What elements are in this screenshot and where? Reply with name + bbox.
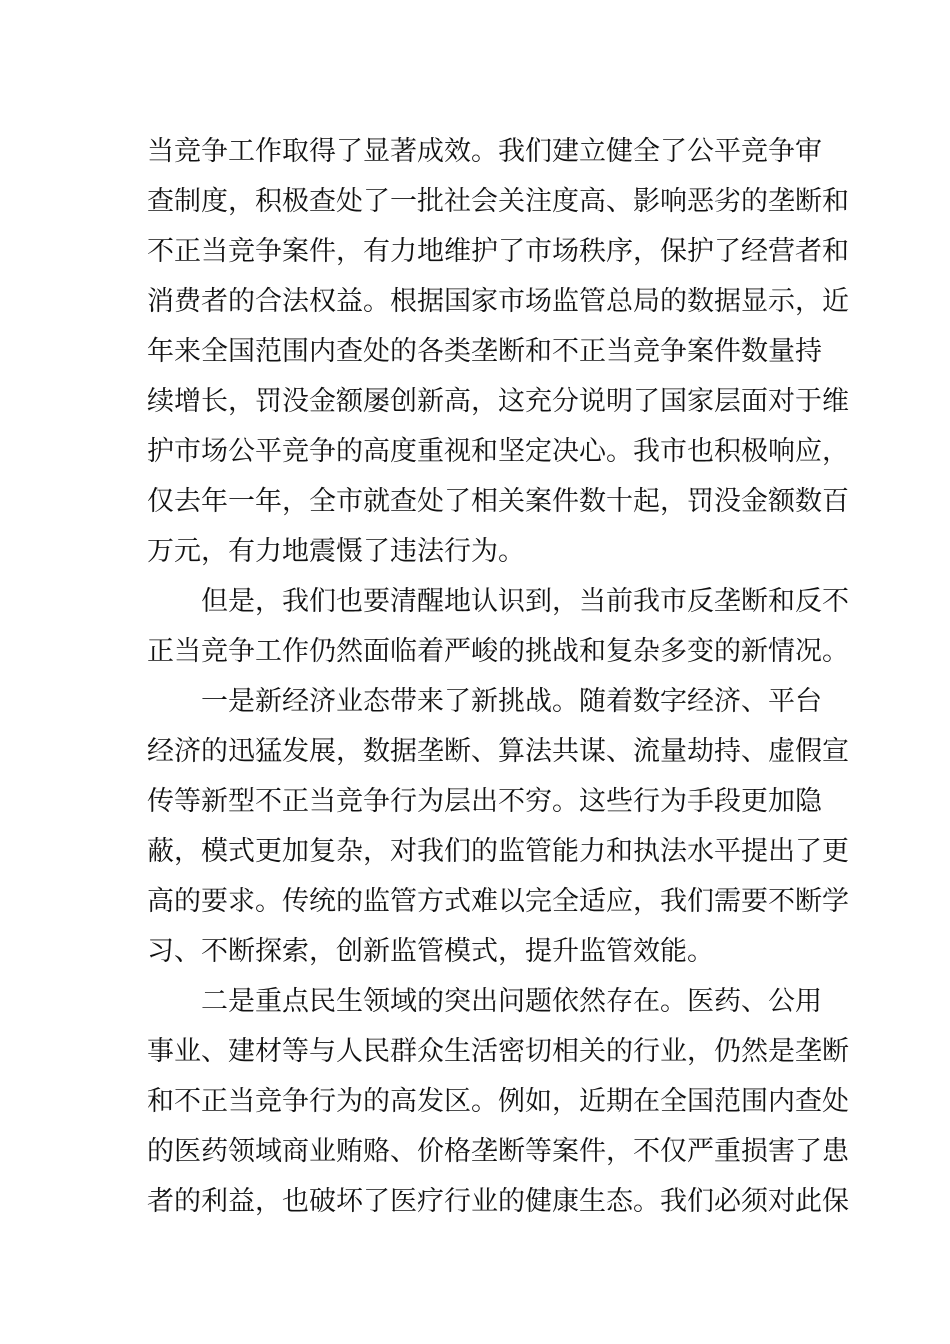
text-line: 仅去年一年，全市就查处了相关案件数十起，罚没金额数百 — [147, 486, 849, 517]
text-line: 蔽，模式更加复杂，对我们的监管能力和执法水平提出了更 — [147, 836, 849, 867]
text-line: 年来全国范围内查处的各类垄断和不正当竞争案件数量持 — [147, 336, 822, 367]
text-line: 当竞争工作取得了显著成效。我们建立健全了公平竞争审 — [147, 136, 822, 167]
text-line: 习、不断探索，创新监管模式，提升监管效能。 — [147, 936, 714, 967]
text-line: 者的利益，也破坏了医疗行业的健康生态。我们必须对此保 — [147, 1186, 849, 1217]
text-line: 但是，我们也要清醒地认识到，当前我市反垄断和反不 — [201, 586, 849, 617]
text-line: 万元，有力地震慑了违法行为。 — [147, 536, 525, 567]
text-line: 二是重点民生领域的突出问题依然存在。医药、公用 — [201, 986, 822, 1017]
text-line: 和不正当竞争行为的高发区。例如，近期在全国范围内查处 — [147, 1086, 849, 1117]
text-line: 不正当竞争案件，有力地维护了市场秩序，保护了经营者和 — [147, 236, 849, 267]
text-line: 续增长，罚没金额屡创新高，这充分说明了国家层面对于维 — [147, 386, 849, 417]
text-line: 传等新型不正当竞争行为层出不穷。这些行为手段更加隐 — [147, 786, 822, 817]
text-line: 事业、建材等与人民群众生活密切相关的行业，仍然是垄断 — [147, 1036, 849, 1067]
text-line: 高的要求。传统的监管方式难以完全适应，我们需要不断学 — [147, 886, 849, 917]
text-line: 护市场公平竞争的高度重视和坚定决心。我市也积极响应， — [147, 436, 849, 467]
text-line: 的医药领域商业贿赂、价格垄断等案件，不仅严重损害了患 — [147, 1136, 849, 1167]
text-line: 查制度，积极查处了一批社会关注度高、影响恶劣的垄断和 — [147, 186, 849, 217]
text-line: 正当竞争工作仍然面临着严峻的挑战和复杂多变的新情况。 — [147, 636, 849, 667]
text-line: 经济的迅猛发展，数据垄断、算法共谋、流量劫持、虚假宣 — [147, 736, 849, 767]
text-line: 消费者的合法权益。根据国家市场监管总局的数据显示，近 — [147, 286, 849, 317]
text-line: 一是新经济业态带来了新挑战。随着数字经济、平台 — [201, 686, 822, 717]
